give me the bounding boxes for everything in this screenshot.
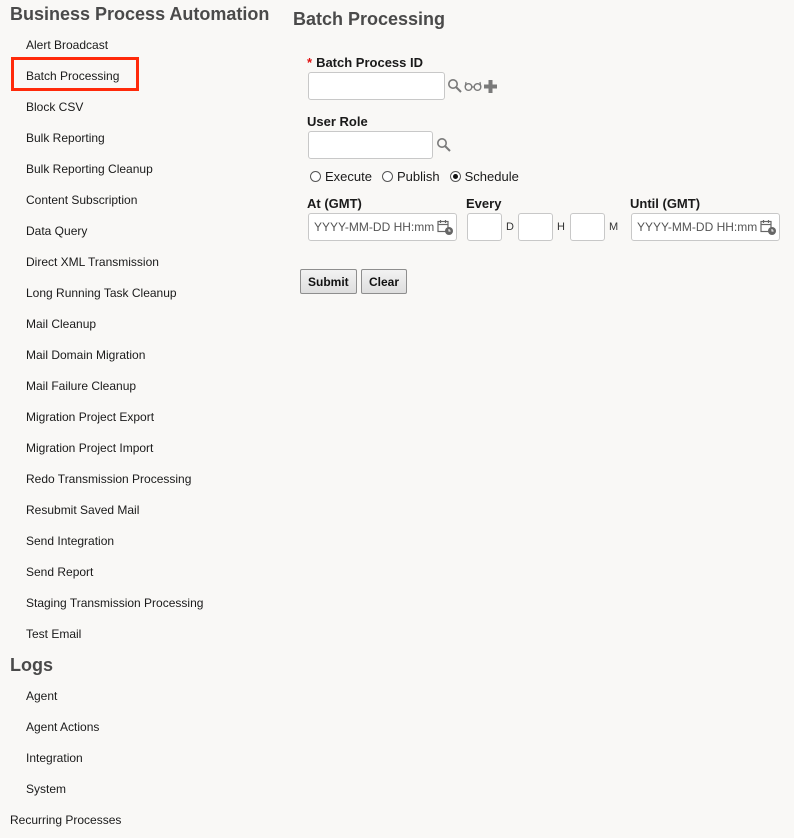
- sidebar-item-batch-processing[interactable]: Batch Processing: [26, 69, 120, 83]
- at-gmt-input[interactable]: [308, 213, 457, 241]
- user-role-input[interactable]: [308, 131, 433, 159]
- sidebar-item-staging-transmission-processing[interactable]: Staging Transmission Processing: [26, 596, 204, 610]
- sidebar-item-block-csv[interactable]: Block CSV: [26, 100, 84, 114]
- calendar-clock-icon[interactable]: [437, 219, 454, 236]
- days-unit: D: [506, 221, 514, 233]
- search-icon[interactable]: [447, 78, 463, 94]
- clear-button[interactable]: Clear: [361, 269, 407, 294]
- sidebar-item-bulk-reporting[interactable]: Bulk Reporting: [26, 131, 105, 145]
- every-minutes-input[interactable]: [570, 213, 605, 241]
- radio-schedule-label: Schedule: [464, 169, 519, 184]
- radio-execute-label: Execute: [325, 169, 372, 184]
- at-gmt-label: At (GMT): [307, 196, 362, 211]
- sidebar-item-redo-transmission-processing[interactable]: Redo Transmission Processing: [26, 472, 192, 486]
- glasses-icon[interactable]: [464, 79, 482, 93]
- sidebar-item-agent-actions[interactable]: Agent Actions: [26, 720, 100, 734]
- search-icon[interactable]: [436, 137, 452, 153]
- sidebar-item-send-report[interactable]: Send Report: [26, 565, 94, 579]
- sidebar-item-agent[interactable]: Agent: [26, 689, 58, 703]
- sidebar-item-migration-project-export[interactable]: Migration Project Export: [26, 410, 155, 424]
- sidebar-item-system[interactable]: System: [26, 782, 67, 796]
- calendar-clock-icon[interactable]: [760, 219, 777, 236]
- sidebar-item-long-running-task-cleanup[interactable]: Long Running Task Cleanup: [26, 286, 177, 300]
- add-icon[interactable]: [483, 79, 498, 94]
- sidebar-item-mail-cleanup[interactable]: Mail Cleanup: [26, 317, 97, 331]
- required-marker: *: [307, 55, 313, 70]
- radio-schedule[interactable]: [450, 169, 519, 184]
- radio-publish-circle[interactable]: [382, 171, 393, 182]
- every-days-input[interactable]: [467, 213, 502, 241]
- page-title: Batch Processing: [293, 9, 446, 29]
- sidebar-item-content-subscription[interactable]: Content Subscription: [26, 193, 138, 207]
- sidebar-item-bulk-reporting-cleanup[interactable]: Bulk Reporting Cleanup: [26, 162, 153, 176]
- sidebar-item-mail-domain-migration[interactable]: Mail Domain Migration: [26, 348, 146, 362]
- sidebar-item-data-query[interactable]: Data Query: [26, 224, 88, 238]
- sidebar-item-integration[interactable]: Integration: [26, 751, 83, 765]
- radio-execute-circle[interactable]: [310, 171, 321, 182]
- sidebar-item-test-email[interactable]: Test Email: [26, 627, 82, 641]
- sidebar-item-direct-xml-transmission[interactable]: Direct XML Transmission: [26, 255, 159, 269]
- minutes-unit: M: [609, 221, 619, 233]
- section-title-logs: Logs: [10, 655, 53, 675]
- batch-process-id-input[interactable]: [308, 72, 445, 100]
- section-title-bpa: Business Process Automation: [10, 4, 270, 24]
- sidebar: [0, 0, 285, 838]
- submit-button[interactable]: Submit: [300, 269, 357, 294]
- radio-publish-label: Publish: [396, 169, 440, 184]
- radio-publish[interactable]: [382, 169, 440, 184]
- radio-execute[interactable]: [310, 169, 372, 184]
- until-gmt-input[interactable]: [631, 213, 780, 241]
- sidebar-item-recurring-processes[interactable]: Recurring Processes: [10, 813, 122, 827]
- until-gmt-label: Until (GMT): [630, 196, 701, 211]
- action-radio-group: [310, 169, 529, 184]
- user-role-label: User Role: [307, 114, 368, 129]
- radio-schedule-circle[interactable]: [450, 171, 461, 182]
- sidebar-item-migration-project-import[interactable]: Migration Project Import: [26, 441, 154, 455]
- sidebar-item-send-integration[interactable]: Send Integration: [26, 534, 115, 548]
- every-label: Every: [466, 196, 502, 211]
- sidebar-item-mail-failure-cleanup[interactable]: Mail Failure Cleanup: [26, 379, 137, 393]
- sidebar-item-resubmit-saved-mail[interactable]: Resubmit Saved Mail: [26, 503, 140, 517]
- batch-process-id-label: * Batch Process ID: [307, 55, 423, 70]
- every-hours-input[interactable]: [518, 213, 553, 241]
- hours-unit: H: [557, 221, 565, 233]
- sidebar-item-alert-broadcast[interactable]: Alert Broadcast: [26, 38, 109, 52]
